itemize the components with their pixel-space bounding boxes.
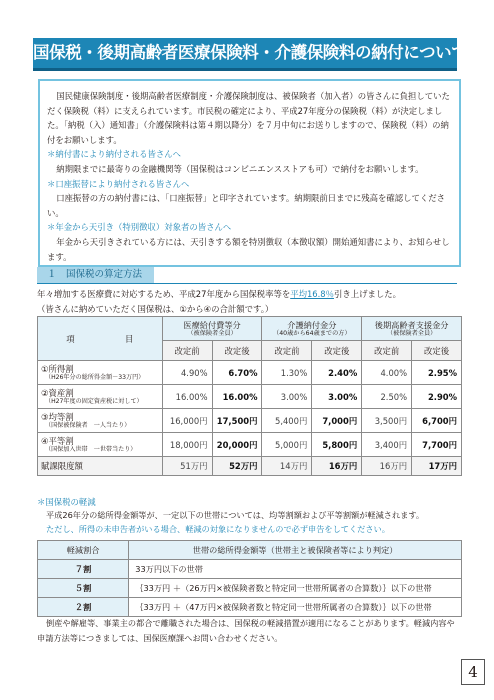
value-cell: 16万円 [362,457,412,476]
value-cell: 3.00% [312,385,362,409]
section-rule [37,283,457,284]
value-cell: 5,000円 [262,433,312,457]
category-header: 医療給付費等分 （被保険者全員） [162,317,262,341]
value-cell: 16.00% [212,385,262,409]
table-row [38,409,462,433]
before-header: 改定前 [162,341,212,361]
value-cell: 3,500円 [362,409,412,433]
value-cell: 3,400円 [362,433,412,457]
notice-box [38,79,461,267]
rate-cell: ２割 [38,598,129,617]
value-cell: 4.90% [162,361,212,385]
value-cell: 16.00% [162,385,212,409]
table-row [38,361,462,385]
limit-row [38,457,462,476]
page-number: 4 [461,659,485,685]
value-cell: 7,700円 [412,433,462,457]
table-row [38,579,462,598]
value-cell: 2.40% [312,361,362,385]
standard-header: 世帯の総所得金額等（世帯主と被保険者等により判定） [129,541,462,560]
value-cell: 4.00% [362,361,412,385]
intro-line1-post: 引き上げました。 [333,289,401,299]
before-header: 改定前 [262,341,312,361]
row-label: ②資産割 （H27年度の固定資産税に対して） [38,385,163,409]
before-header: 改定前 [362,341,412,361]
intro-line1-pre: 年々増加する医療費に対応するため、平成27年度から国保税率等を [37,289,291,299]
after-header: 改定後 [212,341,262,361]
row-label: 賦課限度額 [38,457,163,476]
notice-body-pension: 年金から天引きされている方には、天引きする額を特別徴収（本徴収額）開始通知書により、お知らせします。 [47,236,450,262]
value-cell: 20,000円 [212,433,262,457]
rate-cell: ７割 [38,560,129,579]
table-row [38,385,462,409]
row-label: ①所得割 （H26年分の総所得金額－33万円） [38,361,163,385]
value-cell: 18,000円 [162,433,212,457]
reduction-heading: ＊国保税の軽減 [37,497,96,507]
value-cell: 3.00% [262,385,312,409]
category-header: 後期高齢者支援金分 （被保険者全員） [362,317,462,341]
row-label: ③均等割 （国保被保険者 一人当たり） [38,409,163,433]
value-cell: 16,000円 [162,409,212,433]
title-underline [33,68,457,71]
notice-heading-payslip: ＊納付書により納付される皆さんへ [47,149,181,160]
notice-intro: 国民健康保険制度・後期高齢者医療制度・介護保険制度は、被保険者（加入者）の皆さんに負担していただく保険税（料）に支えられています。市民税の確定により、平成27年度分の保険税（料）が決定しました。「納税（入）通知書」（介護保険料は第４期以降分）を７月中旬にお送りしますので、保険税（料）の納付をお願いします。 [47,91,450,145]
reduction-table [37,540,462,617]
notice-heading-pension: ＊年金から天引き（特別徴収）対象者の皆さんへ [47,222,232,233]
value-cell: 2.50% [362,385,412,409]
after-header: 改定後 [412,341,462,361]
value-cell: 17万円 [412,457,462,476]
row-label: ④平等割 （国保加入世帯 一世帯当たり） [38,433,163,457]
rate-header: 軽減割合 [38,541,129,560]
value-cell: 7,000円 [312,409,362,433]
standard-cell: 33万円以下の世帯 [129,560,462,579]
footer-note: 倒産や解雇等、事業主の都合で離職された場合は、国保税の軽減措置が適用になることがあります。軽減内容や申請方法等につきましては、国保医療課へお問い合わせください。 [37,618,455,643]
table-row [38,598,462,617]
value-cell: 6.70% [212,361,262,385]
value-cell: 5,800円 [312,433,362,457]
value-cell: 51万円 [162,457,212,476]
section-intro [37,287,462,317]
page-title: 国保税・後期高齢者医療保険料・介護保険料の納付について [33,38,457,68]
value-cell: 52万円 [212,457,262,476]
standard-cell: ｛33万円 ＋（26万円×被保険者数と特定同一世帯所属者の合算数）｝以下の世帯 [129,579,462,598]
value-cell: 2.95% [412,361,462,385]
item-header: 項 目 [38,317,163,361]
value-cell: 5,400円 [262,409,312,433]
tax-rate-table [37,316,462,476]
table-row [38,433,462,457]
value-cell: 16万円 [312,457,362,476]
rate-increase-highlight: 平均16.8％ [290,289,334,299]
section-heading: １ 国保税の算定方法 [37,267,154,283]
notice-body-transfer: 口座振替の方の納付書には、「口座振替」と印字されています。納期限前日までに残高を確認してください。 [47,193,445,218]
intro-line2: （皆さんに納めていただく国保税は、①から④の合計額です。） [37,304,274,314]
standard-cell: ｛33万円 ＋（47万円×被保険者数と特定同一世帯所属者の合算数）｝以下の世帯 [129,598,462,617]
reduction-warning: ただし、所得の未申告者がいる場合、軽減の対象になりませんので必ず申告をしてください。 [46,524,390,534]
value-cell: 14万円 [262,457,312,476]
notice-heading-transfer: ＊口座振替により納付される皆さんへ [47,178,190,189]
after-header: 改定後 [312,341,362,361]
value-cell: 2.90% [412,385,462,409]
value-cell: 6,700円 [412,409,462,433]
value-cell: 17,500円 [212,409,262,433]
category-header: 介護納付金分 （40歳から64歳までの方） [262,317,362,341]
value-cell: 1.30% [262,361,312,385]
reduction-text: 平成26年分の総所得金額等が、一定以下の世帯については、均等割額および平等割額が軽減されます。 [46,510,425,520]
notice-body-payslip: 納期限までに最寄りの金融機関等（国保税はコンビニエンスストアも可）で納付をお願いします。 [56,163,424,174]
rate-cell: ５割 [38,579,129,598]
table-row [38,560,462,579]
